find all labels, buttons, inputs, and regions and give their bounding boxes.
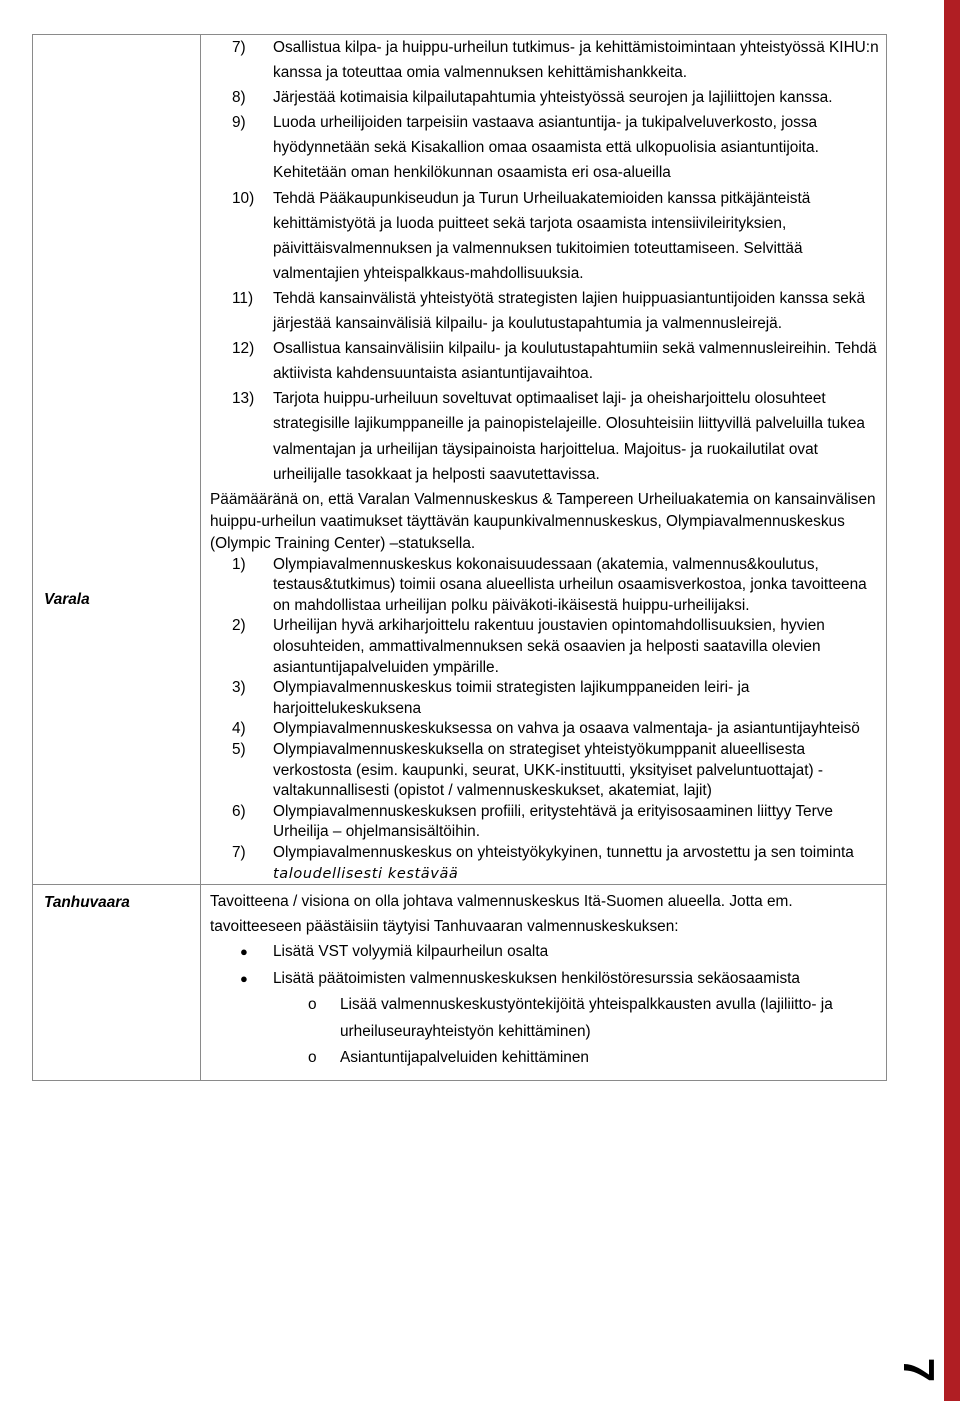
list-item: 13) Tarjota huippu-urheiluun soveltuvat optimaaliset laji- ja oheisharjoittelu olosuhteet strategisille lajikumppaneille ja painopistelajeille. Olosuhteisiin liittyvillä palveluilla tukea valmentajan ja urheilijan täysipainoista harjoittelua. Majoitus- ja ruokailutilat ovat urheilijalle tasokkaat ja helposti saavutettavissa. [232,390,865,483]
row-label-varala: Varala [44,591,90,608]
bullet-icon: ● [240,970,248,986]
varala-goals-list [210,555,880,885]
varala-goal-paragraph: Päämääränä on, että Varalan Valmennuskeskus & Tampereen Urheiluakatemia on kansainvälisen huippu-urheilun vaatimukset täyttävän kaupunkivalmennuskeskus, Olympiavalmennuskeskus (Olympic Training Center) –statuksella. [210,490,876,552]
tanhuvaara-paragraph: Tavoitteena / visiona on olla johtava valmennuskeskus Itä-Suomen alueella. Jotta em. tavoitteeseen päästäisiin täytyisi Tanhuvaaran valmennuskeskuksen: [210,893,793,936]
list-item: 10) Tehdä Pääkaupunkiseudun ja Turun Urheiluakatemioiden kanssa pitkäjänteistä kehittämistyötä ja luoda puitteet sekä tarjota osaamista intensiivileirityksien, päivittäisvalmennuksen ja valmennuksen tukitoimien toteuttamiseen. Selvittää valmentajien yhteispalkkaus-mahdollisuuksia. [232,189,811,282]
row-label-cell [33,35,201,885]
varala-measures-list [210,35,880,487]
list-item: 8) Järjestää kotimaisia kilpailutapahtumia yhteistyössä seurojen ja lajiliittojen kanssa. [232,89,833,107]
row-label-cell [33,885,201,1081]
list-item: 3) Olympiavalmennuskeskus toimii strategisten lajikumppaneiden leiri- ja harjoittelukeskuksena [232,679,750,717]
list-item: 9) Luoda urheilijoiden tarpeisiin vastaava asiantuntija- ja tukipalveluverkosto, jossa hyödynnetään sekä Kisakallion omaa osaamista että ulkopuolisia asiantuntijoita. Kehitetään oman henkilökunnan osaamista eri osa-alueilla [232,114,819,182]
varala-content-cell [201,35,887,885]
list-item: 11) Tehdä kansainvälistä yhteistyötä strategisten lajien huippuasiantuntijoiden kanssa sekä järjestää kansainvälisiä kilpailu- ja koulutustapahtumia ja valmennusleirejä. [232,289,866,333]
page-number: 7 [894,1357,943,1383]
centers-table [32,34,887,1081]
circle-bullet-icon: o [308,996,317,1014]
bullet-icon: ● [240,944,248,960]
list-item: 12) Osallistua kansainvälisiin kilpailu- ja koulutustapahtumiin sekä valmennusleireihin. Tehdä aktiivista kahdensuuntaista asiantuntijavaihtoa. [232,340,877,383]
list-item: 2) Urheilijan hyvä arkiharjoittelu rakentuu joustavien opintomahdollisuuksien, hyvien olosuhteiden, ammattivalmennuksen sekä osaavien ja helposti saatavilla olevien asiantuntijapalveluiden ympärille. [232,617,825,676]
table-row [33,885,887,1081]
list-item: 4) Olympiavalmennuskeskuksessa on vahva ja osaava valmentaja- ja asiantuntijayhteisö [232,720,860,738]
list-item: 7) Olympiavalmennuskeskus on yhteistyökykyinen, tunnettu ja arvostettu ja sen toiminta taloudellisesti kestävää [232,844,854,882]
list-item: 1) Olympiavalmennuskeskus kokonaisuudessaan (akatemia, valmennus&koulutus, testaus&tutkimus) toimii osana alueellista urheilun osaamisverkostoa, jonka tavoitteena on mahdollistaa urheilijan polku päiväkoti-ikäisestä huippu-urheilijaksi. [232,555,867,614]
list-item: 6) Olympiavalmennuskeskuksen profiili, eritystehtävä ja erityisosaaminen liittyy Terve Urheilija – ohjelmansisältöihin. [232,802,833,841]
list-item: o Lisää valmennuskeskustyöntekijöitä yhteispalkkausten avulla (lajiliitto- ja urheiluseurayhteistyön kehittäminen) [210,992,880,1045]
handwritten-tail: taloudellisesti kestävää [273,865,459,882]
tanhuvaara-content-cell [201,885,887,1081]
list-item: o Asiantuntijapalveluiden kehittäminen [210,1045,880,1072]
circle-bullet-icon: o [308,1049,317,1067]
row-label-tanhuvaara: Tanhuvaara [44,894,130,912]
table-row [33,35,887,885]
tanhuvaara-bullets [210,939,880,992]
tanhuvaara-sub-bullets [210,992,880,1072]
list-item: 7) Osallistua kilpa- ja huippu-urheilun tutkimus- ja kehittämistoimintaan yhteistyössä KIHU:n kanssa ja toteuttaa omia valmennuksen kehittämishankkeita. [232,39,879,82]
list-item: ● Lisätä VST volyymiä kilpaurheilun osalta [210,939,880,966]
accent-bar [944,0,960,1401]
list-item: 5) Olympiavalmennuskeskuksella on strategiset yhteistyökumppanit alueellisesta verkostosta (esim. kaupunki, seurat, UKK-instituutti, yksityiset palveluntuottajat) -valtakunnallisesti (opistot / valmennuskeskukset, akatemiat, lajit) [232,741,824,800]
list-item: ● Lisätä päätoimisten valmennuskeskuksen henkilöstöresurssia sekäosaamista [210,966,880,993]
